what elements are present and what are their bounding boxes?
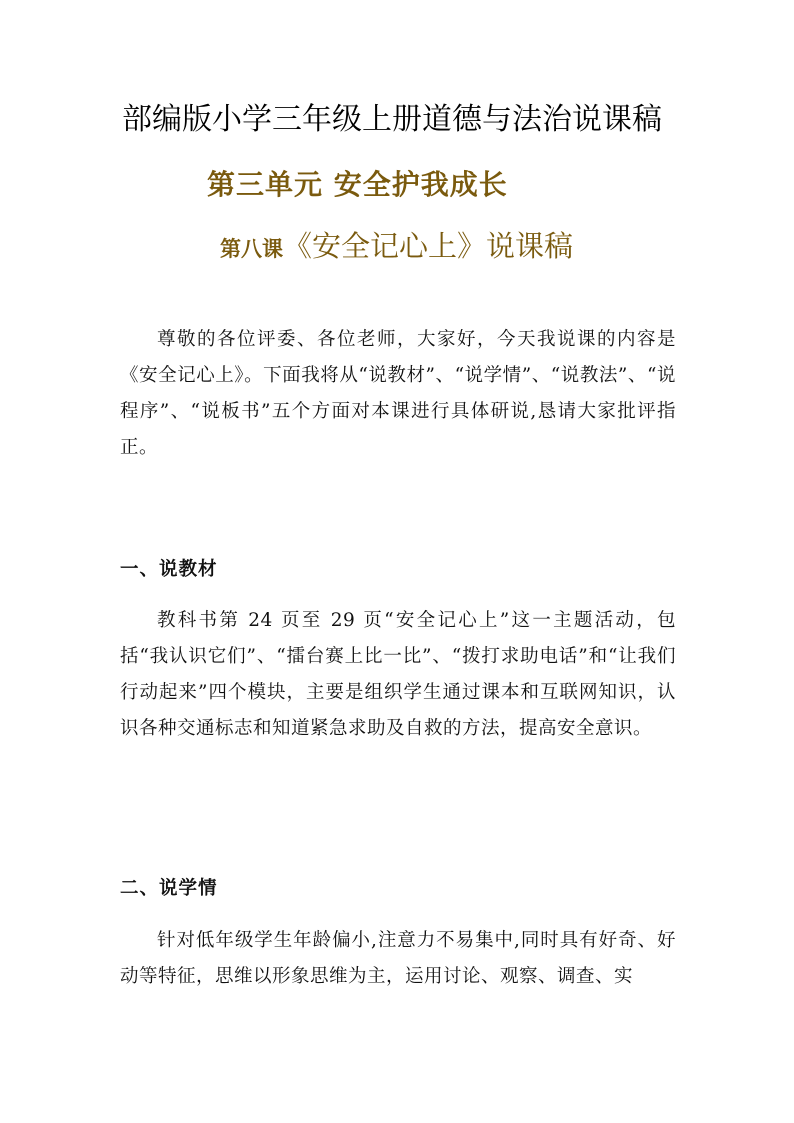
section-heading-students: 二、说学情 <box>120 878 218 899</box>
lesson-name: 《安全记心上》说课稿 <box>283 229 574 263</box>
document-title: 部编版小学三年级上册道德与法治说课稿 <box>122 102 662 137</box>
intro-paragraph: 尊敬的各位评委、各位老师，大家好，今天我说课的内容是《安全记心上》。下面我将从“说教材”、“说学情”、“说教法”、“说程序”、“说板书”五个方面对本课进行具体研说,恳请大家批评指正。 <box>120 329 676 458</box>
section-paragraph-textbook: 教科书第 24 页至 29 页“安全记心上”这一主题活动，包括“我认识它们”、“擂台赛上比一比”、“拨打求助电话”和“让我们行动起来”四个模块，主要是组织学生通过课本和互联网知识，认识各种交通标志和知道紧急求助及自救的方法，提高安全意识。 <box>120 610 676 739</box>
lesson-number: 第八课 <box>220 236 283 261</box>
lesson-title <box>220 224 573 265</box>
section-heading-textbook: 一、说教材 <box>120 559 218 580</box>
unit-title: 第三单元 安全护我成长 <box>207 168 508 201</box>
section-paragraph-students: 针对低年级学生年龄偏小,注意力不易集中,同时具有好奇、好动等特征，思维以形象思维为主，运用讨论、观察、调查、实 <box>120 930 676 987</box>
